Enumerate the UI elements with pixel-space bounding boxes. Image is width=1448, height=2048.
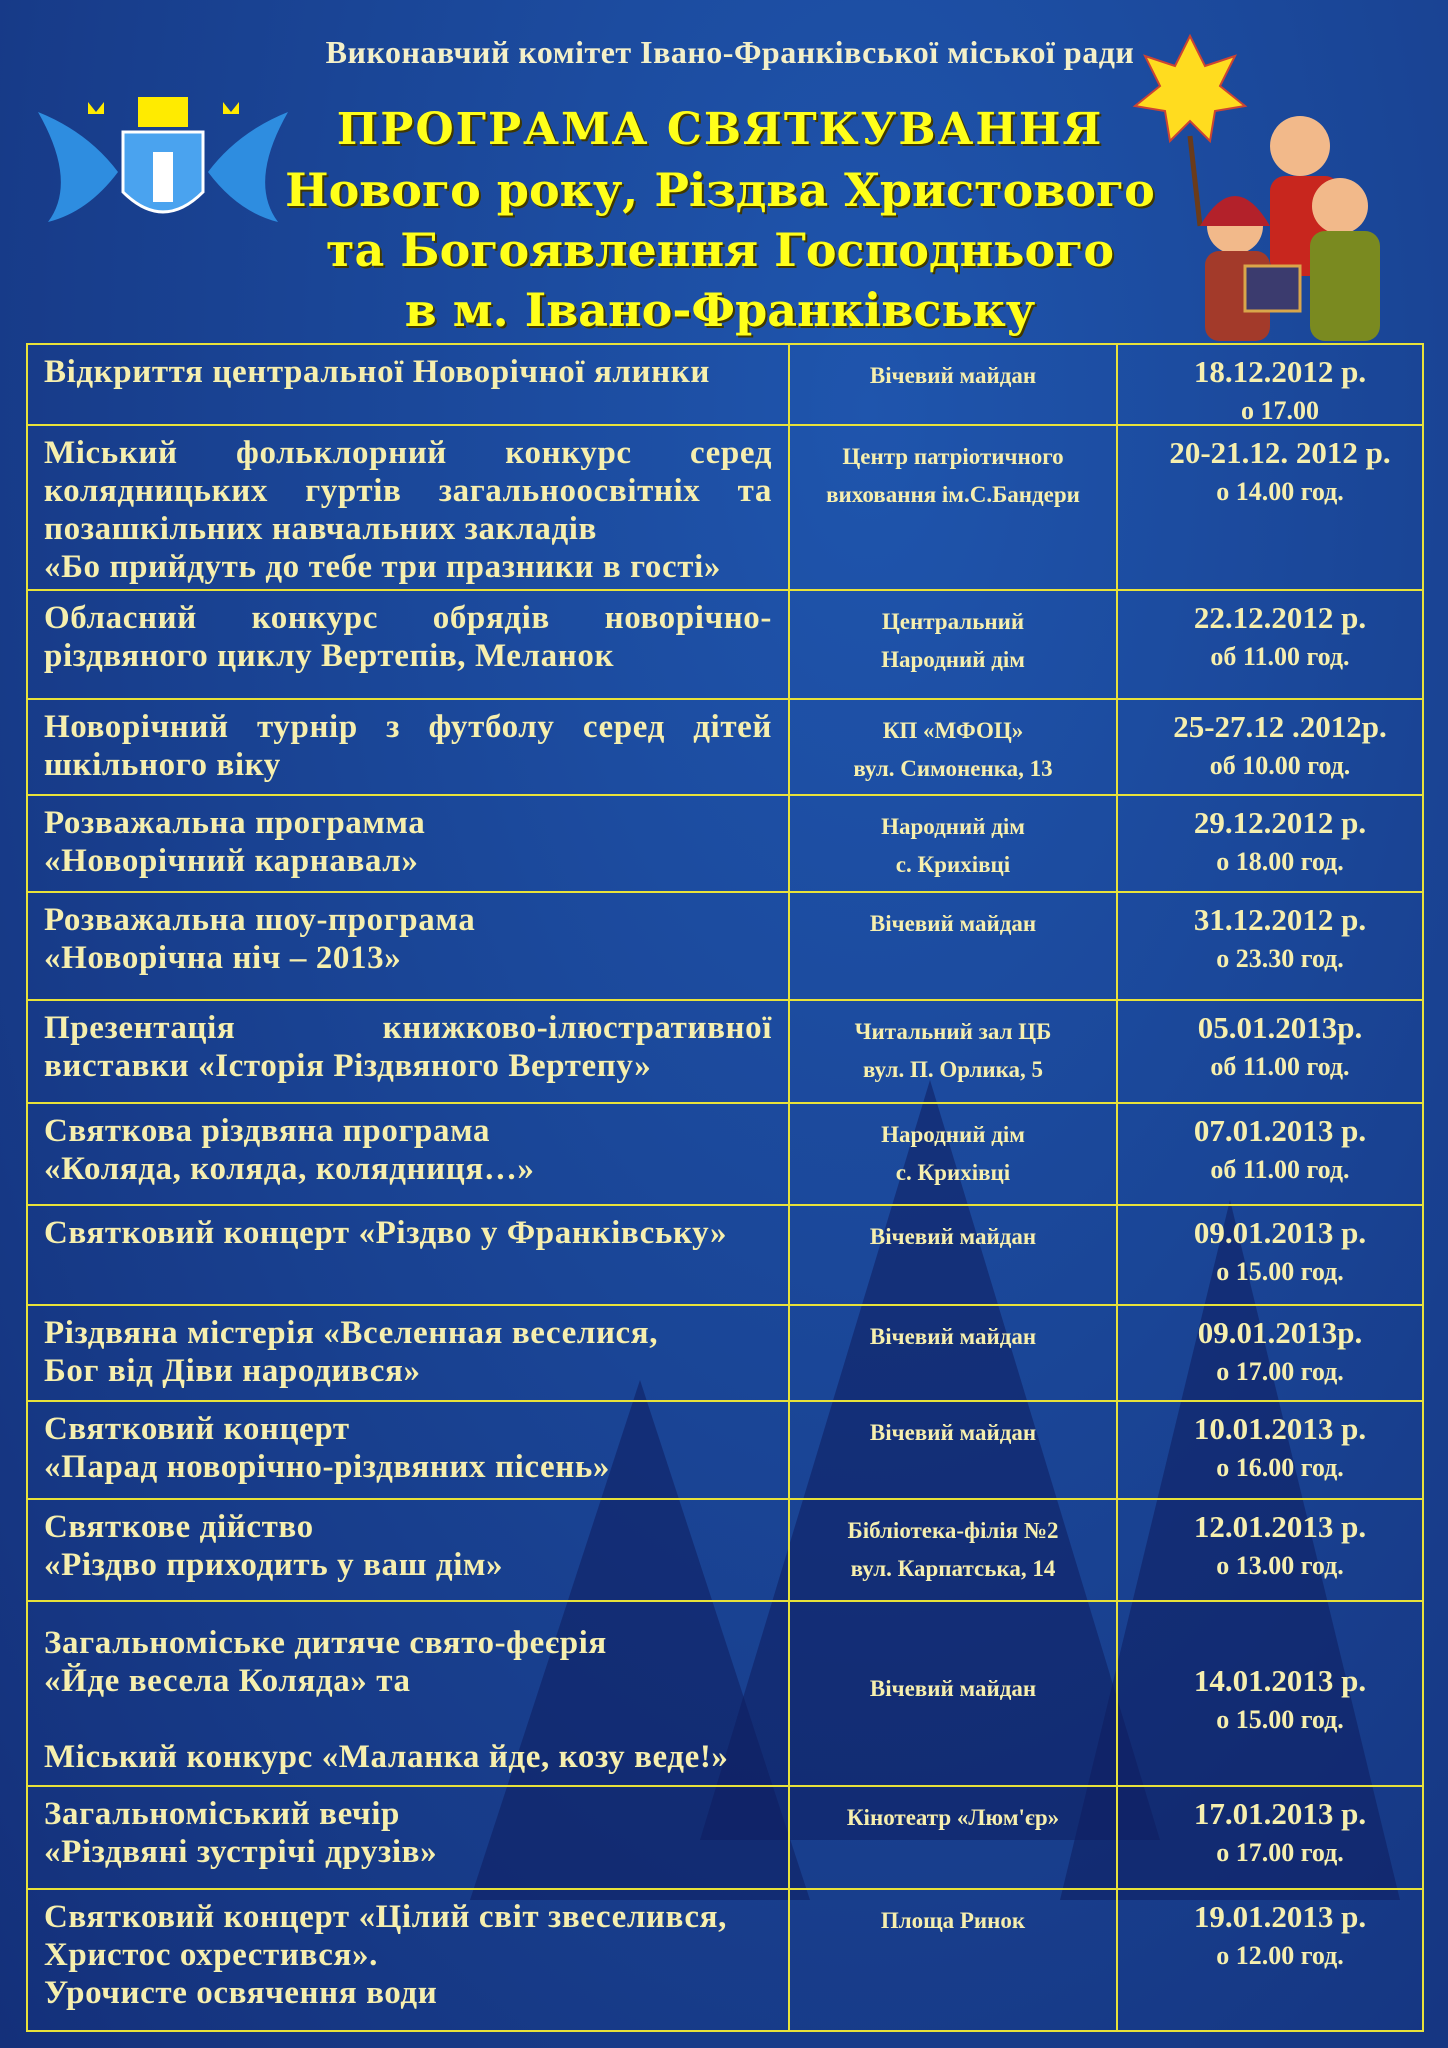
title-line: та Богоявлення Господнього bbox=[325, 223, 1115, 277]
event-name-cell bbox=[28, 796, 788, 891]
event-place-cell bbox=[788, 345, 1118, 424]
event-place-cell bbox=[788, 1500, 1118, 1600]
event-name-line: «Різдвяні зустрічі друзів» bbox=[44, 1834, 438, 1870]
event-name-cell bbox=[28, 1787, 788, 1888]
event-name-line bbox=[44, 1700, 772, 1738]
event-name-cell bbox=[28, 1306, 788, 1400]
event-row bbox=[28, 1888, 1422, 2030]
event-datetime-cell bbox=[1118, 796, 1422, 891]
event-place-cell bbox=[788, 1206, 1118, 1304]
event-datetime-cell bbox=[1118, 591, 1422, 698]
event-name-cell bbox=[28, 1001, 788, 1102]
event-place-line: Вічевий майдан bbox=[869, 911, 1037, 936]
event-name-line: «Парад новорічно-різдвяних пісень» bbox=[44, 1449, 611, 1485]
event-time: об 11.00 год. bbox=[1210, 1052, 1350, 1081]
event-name-line: «Бо прийдуть до тебе три празники в гості» bbox=[44, 549, 721, 585]
carolers-illustration bbox=[1130, 26, 1430, 346]
event-place-line: с. Крихівці bbox=[895, 852, 1011, 877]
event-row bbox=[28, 1102, 1422, 1204]
event-name-line: Святкова різдвяна програма bbox=[44, 1113, 491, 1149]
event-datetime-cell bbox=[1118, 700, 1422, 794]
event-datetime-cell bbox=[1118, 345, 1422, 424]
event-place-cell bbox=[788, 1602, 1118, 1785]
event-name-cell bbox=[28, 1402, 788, 1498]
event-time: о 12.00 год. bbox=[1216, 1941, 1344, 1970]
event-date: 25-27.12 .2012р. bbox=[1173, 709, 1387, 744]
event-row bbox=[28, 345, 1422, 424]
event-place-line: Народний дім bbox=[881, 647, 1025, 672]
event-row bbox=[28, 1400, 1422, 1498]
event-time: об 11.00 год. bbox=[1210, 642, 1350, 671]
event-name-cell bbox=[28, 1890, 788, 2030]
event-row bbox=[28, 424, 1422, 589]
event-place-line: Вічевий майдан bbox=[869, 1676, 1037, 1701]
event-row bbox=[28, 1498, 1422, 1600]
event-place-cell bbox=[788, 1787, 1118, 1888]
event-name-line: «Різдво приходить у ваш дім» bbox=[44, 1547, 504, 1583]
event-place-line: Центр патріотичного bbox=[842, 444, 1064, 469]
event-name-line: Святковий концерт bbox=[44, 1411, 350, 1447]
event-row bbox=[28, 891, 1422, 999]
event-place-line: Народний дім bbox=[881, 1122, 1025, 1147]
issuer-subtitle: Виконавчий комітет Івано-Франківської міської ради bbox=[325, 34, 1135, 70]
event-datetime-cell bbox=[1118, 1402, 1422, 1498]
event-name-line: виставки «Історія Різдвяного Вертепу» bbox=[44, 1048, 652, 1084]
events-table bbox=[26, 343, 1424, 2032]
event-name-cell bbox=[28, 700, 788, 794]
event-place-cell bbox=[788, 1890, 1118, 2030]
event-time: о 13.00 год. bbox=[1216, 1551, 1344, 1580]
event-row bbox=[28, 1204, 1422, 1304]
event-name-cell bbox=[28, 426, 788, 589]
event-name-line: Розважальна программа bbox=[44, 805, 426, 841]
event-place-line: Вічевий майдан bbox=[869, 1224, 1037, 1249]
event-name-line: «Новорічна ніч – 2013» bbox=[44, 940, 402, 976]
event-place-line: Вічевий майдан bbox=[869, 1420, 1037, 1445]
event-name-line: Новорічний турнір з футболу серед дітей bbox=[44, 709, 772, 745]
event-name-cell bbox=[28, 1500, 788, 1600]
event-name-line: Загальноміське дитяче свято-феєрія bbox=[44, 1625, 607, 1661]
event-place-line: Вічевий майдан bbox=[869, 1324, 1037, 1349]
page-title bbox=[260, 100, 1180, 340]
event-time: о 16.00 год. bbox=[1216, 1453, 1344, 1482]
event-name-cell bbox=[28, 591, 788, 698]
event-name-line: Загальноміський вечір bbox=[44, 1796, 400, 1832]
event-row bbox=[28, 1304, 1422, 1400]
event-datetime-cell bbox=[1118, 1787, 1422, 1888]
event-place-cell bbox=[788, 700, 1118, 794]
event-place-line: Народний дім bbox=[881, 814, 1025, 839]
event-datetime-cell bbox=[1118, 893, 1422, 999]
event-datetime-cell bbox=[1118, 1500, 1422, 1600]
event-date: 29.12.2012 р. bbox=[1193, 805, 1367, 840]
event-row bbox=[28, 698, 1422, 794]
event-name-line: Святкове дійство bbox=[44, 1509, 314, 1545]
event-place-cell bbox=[788, 893, 1118, 999]
event-time: о 17.00 bbox=[1241, 396, 1319, 425]
event-place-line: Площа Ринок bbox=[880, 1908, 1026, 1933]
event-name-line: Відкриття центральної Новорічної ялинки bbox=[44, 354, 710, 390]
event-place-cell bbox=[788, 426, 1118, 589]
event-datetime-cell bbox=[1118, 1306, 1422, 1400]
event-place-cell bbox=[788, 796, 1118, 891]
event-row bbox=[28, 589, 1422, 698]
event-date: 31.12.2012 р. bbox=[1193, 902, 1367, 937]
event-name-cell bbox=[28, 893, 788, 999]
event-date: 10.01.2013 р. bbox=[1193, 1411, 1367, 1446]
event-place-line: виховання ім.С.Бандери bbox=[826, 482, 1080, 507]
event-place-line bbox=[790, 1632, 1116, 1670]
event-name-line: Святковий концерт «Цілий світ звеселився, bbox=[44, 1899, 727, 1935]
event-date: 17.01.2013 р. bbox=[1193, 1796, 1367, 1831]
event-time: о 14.00 год. bbox=[1216, 477, 1344, 506]
event-place-line: Кінотеатр «Люм'єр» bbox=[846, 1805, 1060, 1830]
event-row bbox=[28, 1785, 1422, 1888]
event-date: 09.01.2013р. bbox=[1197, 1315, 1363, 1350]
event-name-line: колядницьких гуртів загальноосвітніх та bbox=[44, 473, 772, 509]
event-time: о 15.00 год. bbox=[1216, 1257, 1344, 1286]
title-line: Нового року, Різдва Христового bbox=[285, 163, 1155, 217]
event-name-line: «Коляда, коляда, колядниця…» bbox=[44, 1151, 535, 1187]
event-date: 09.01.2013 р. bbox=[1193, 1215, 1367, 1250]
event-name-line: «Йде весела Коляда» та bbox=[44, 1663, 411, 1699]
event-name-line: Обласний конкурс обрядів новорічно- bbox=[44, 600, 772, 636]
event-datetime-cell bbox=[1118, 1890, 1422, 2030]
event-time: о 17.00 год. bbox=[1216, 1838, 1344, 1867]
event-place-line: Вічевий майдан bbox=[869, 363, 1037, 388]
event-place-cell bbox=[788, 1306, 1118, 1400]
event-name-line: шкільного віку bbox=[44, 747, 281, 783]
event-row bbox=[28, 1600, 1422, 1785]
event-place-line: КП «МФОЦ» bbox=[882, 718, 1024, 743]
event-name-line: позашкільних навчальних закладів bbox=[44, 511, 597, 547]
event-place-line: Центральний bbox=[881, 609, 1025, 634]
event-name-line: «Новорічний карнавал» bbox=[44, 843, 419, 879]
event-place-cell bbox=[788, 1001, 1118, 1102]
event-date: 05.01.2013р. bbox=[1197, 1010, 1363, 1045]
event-place-cell bbox=[788, 1402, 1118, 1498]
event-name-line: Бог від Діви народився» bbox=[44, 1353, 421, 1389]
event-date: 19.01.2013 р. bbox=[1193, 1899, 1367, 1934]
event-time: о 17.00 год. bbox=[1216, 1357, 1344, 1386]
event-name-line: Міський конкурс «Маланка йде, козу веде!» bbox=[44, 1739, 729, 1775]
event-date: 07.01.2013 р. bbox=[1193, 1113, 1367, 1148]
event-datetime-cell bbox=[1118, 1001, 1422, 1102]
event-place-line: вул. П. Орлика, 5 bbox=[862, 1057, 1044, 1082]
event-datetime-cell bbox=[1118, 1602, 1422, 1785]
event-name-cell bbox=[28, 345, 788, 424]
event-time: о 23.30 год. bbox=[1216, 944, 1344, 973]
event-name-line: різдвяного циклу Вертепів, Меланок bbox=[44, 638, 615, 674]
event-row bbox=[28, 999, 1422, 1102]
event-name-line: Різдвяна містерія «Вселенная веселися, bbox=[44, 1315, 659, 1351]
event-name-cell bbox=[28, 1206, 788, 1304]
city-coat-of-arms-logo bbox=[28, 92, 298, 232]
event-place-cell bbox=[788, 1104, 1118, 1204]
event-datetime-cell bbox=[1118, 426, 1422, 589]
event-name-line: Урочисте освячення води bbox=[44, 1975, 438, 2011]
event-place-line: с. Крихівці bbox=[895, 1160, 1011, 1185]
event-datetime-cell bbox=[1118, 1104, 1422, 1204]
event-date: 12.01.2013 р. bbox=[1193, 1509, 1367, 1544]
event-name-line: Розважальна шоу-програма bbox=[44, 902, 476, 938]
event-date: 22.12.2012 р. bbox=[1193, 600, 1367, 635]
event-date: 20-21.12. 2012 р. bbox=[1169, 435, 1391, 470]
event-time: о 18.00 год. bbox=[1216, 847, 1344, 876]
event-place-line: вул. Симоненка, 13 bbox=[853, 756, 1053, 781]
event-name-line: Христос охрестився». bbox=[44, 1937, 378, 1973]
event-place-line: вул. Карпатська, 14 bbox=[850, 1556, 1056, 1581]
event-place-cell bbox=[788, 591, 1118, 698]
event-place-line: Бібліотека-філія №2 bbox=[847, 1518, 1059, 1543]
event-name-cell bbox=[28, 1602, 788, 1785]
event-place-line: Читальний зал ЦБ bbox=[854, 1019, 1052, 1044]
event-name-line: Презентація книжково-ілюстративної bbox=[44, 1010, 772, 1046]
event-time: об 10.00 год. bbox=[1209, 751, 1351, 780]
event-row bbox=[28, 794, 1422, 891]
event-name-cell bbox=[28, 1104, 788, 1204]
event-name-line: Міський фольклорний конкурс серед bbox=[44, 435, 772, 471]
title-line: ПРОГРАМА СВЯТКУВАННЯ bbox=[336, 104, 1104, 155]
event-time: о 15.00 год. bbox=[1216, 1705, 1344, 1734]
event-date: 18.12.2012 р. bbox=[1193, 354, 1367, 389]
event-name-line: Святковий концерт «Різдво у Франківську» bbox=[44, 1215, 728, 1251]
event-datetime-cell bbox=[1118, 1206, 1422, 1304]
event-time: об 11.00 год. bbox=[1210, 1155, 1350, 1184]
title-line: в м. Івано-Франківську bbox=[404, 283, 1036, 337]
event-date: 14.01.2013 р. bbox=[1193, 1663, 1367, 1698]
